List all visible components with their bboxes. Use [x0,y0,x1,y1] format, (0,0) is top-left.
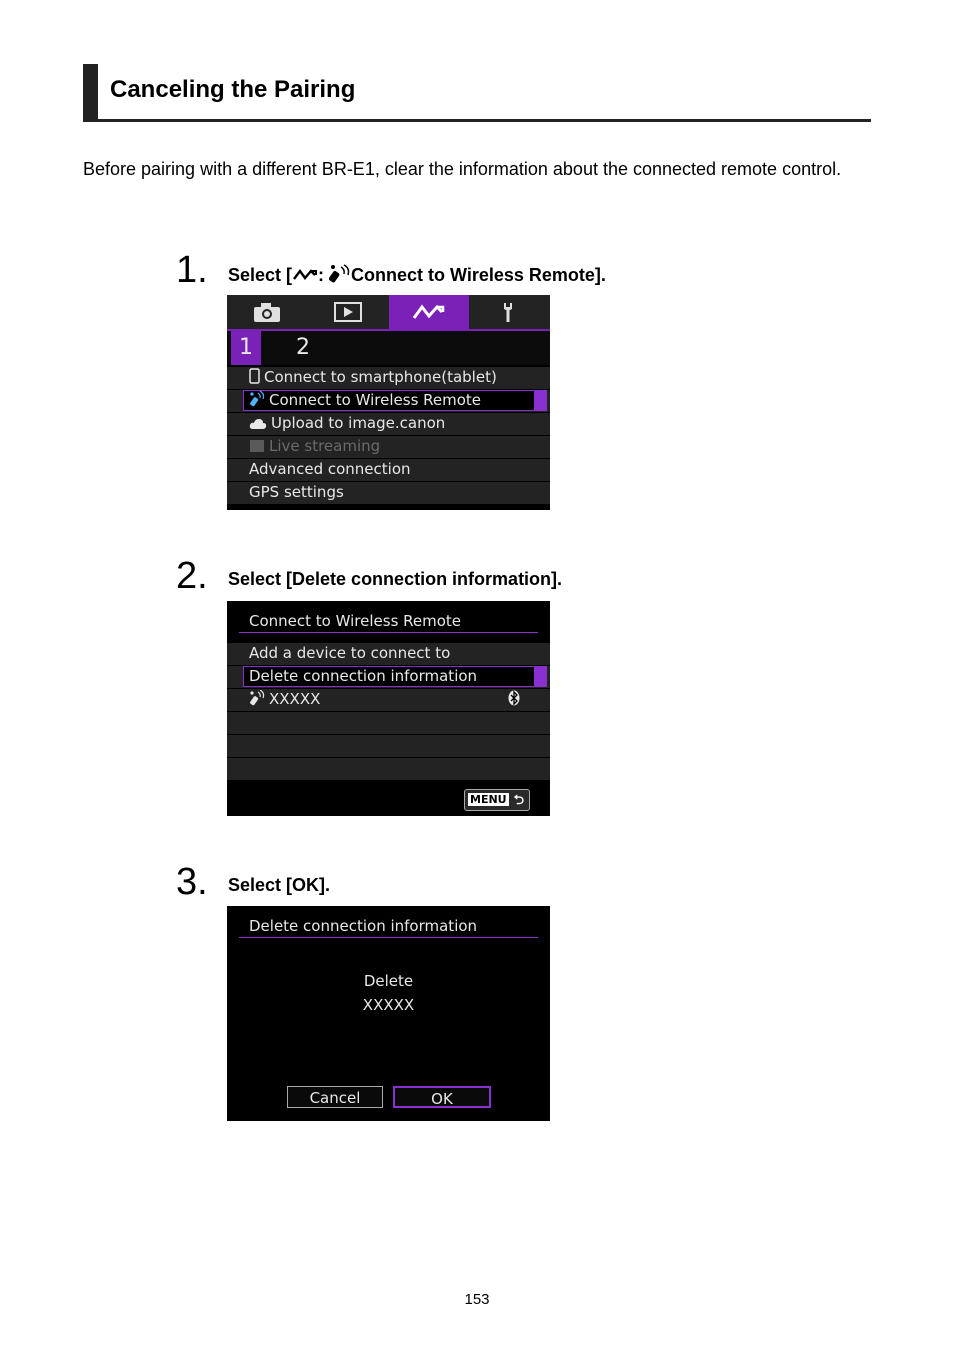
menu-item-label: Add a device to connect to [249,644,451,662]
menu-item-live-streaming [227,436,550,459]
ok-button[interactable]: OK [393,1086,491,1108]
menu-item-label: GPS settings [249,483,344,501]
camera-icon [253,302,281,322]
section-bar [83,64,98,122]
menu-item-label: Connect to smartphone(tablet) [264,368,497,386]
tab-wireless[interactable] [389,295,469,329]
menu-item-label: Live streaming [269,437,381,455]
tab-setup[interactable] [470,295,550,329]
page-2[interactable]: 2 [296,335,310,360]
menu-item-add-device[interactable] [227,643,550,666]
wireless-remote-icon [249,391,265,407]
return-icon: ⮌ [513,793,524,808]
menu-item-gps[interactable] [227,482,550,505]
step-2-text: Select [Delete connection information]. [228,569,563,589]
menu-item-smartphone[interactable] [227,367,550,390]
menu-item-label: Upload to image.canon [271,414,446,432]
page-selector [227,331,550,365]
menu-item-label: Delete connection information [249,667,478,685]
tab-playback[interactable] [308,295,388,329]
step-3-text: Select [OK]. [228,875,331,895]
menu-item-advanced-connection[interactable] [227,459,550,482]
playback-icon [334,302,362,322]
step-1-colon: : [318,265,330,285]
confirm-line-1: Delete [363,972,414,990]
step-1-number: 1. [176,249,208,291]
empty-row [227,712,550,735]
confirm-line-2: XXXXX [362,996,415,1014]
bluetooth-icon [508,690,520,706]
section-title: Canceling the Pairing [110,76,356,103]
wrench-icon [500,301,520,323]
cloud-icon [249,418,267,430]
wireless-tab-icon [292,268,318,282]
camera-screen-3 [227,906,550,1121]
step-3-number: 3. [176,861,208,903]
menu-tabs [227,295,550,331]
title-underline [239,937,538,938]
menu-item-label: Connect to Wireless Remote [269,391,482,409]
wireless-remote-icon [249,690,265,706]
camera-screen-1 [227,295,550,510]
title-underline [239,632,538,633]
menu-item-device[interactable] [227,689,550,712]
step-2-number: 2. [176,555,208,597]
menu-item-wireless-remote[interactable] [227,390,550,413]
wireless-remote-icon [329,264,351,284]
menu-back-button[interactable] [464,789,530,811]
step-1-pre: Select [ [228,265,293,285]
intro-paragraph: Before pairing with a different BR-E1, clear the information about the connected remote control. [83,159,842,179]
section-header [83,64,871,122]
cancel-button[interactable]: Cancel [287,1086,383,1108]
screen-title: Connect to Wireless Remote [249,612,462,630]
step-1-post: Connect to Wireless Remote]. [351,265,606,285]
empty-row [227,735,550,758]
menu-label: MENU [470,793,507,806]
menu-item-delete-connection[interactable] [227,666,550,689]
device-name: XXXXX [269,690,321,708]
wireless-icon [411,302,447,322]
page-number: 153 [464,1291,490,1308]
camera-screen-2 [227,601,550,816]
streaming-icon [249,439,265,453]
step-1-text [228,264,606,286]
menu-item-upload[interactable] [227,413,550,436]
section-rule [83,119,871,122]
screen-title: Delete connection information [249,917,478,935]
menu-item-label: Advanced connection [249,460,411,478]
tab-shooting[interactable] [227,295,307,329]
empty-row [227,758,550,781]
page-1[interactable]: 1 [231,331,261,365]
smartphone-icon [249,368,260,384]
